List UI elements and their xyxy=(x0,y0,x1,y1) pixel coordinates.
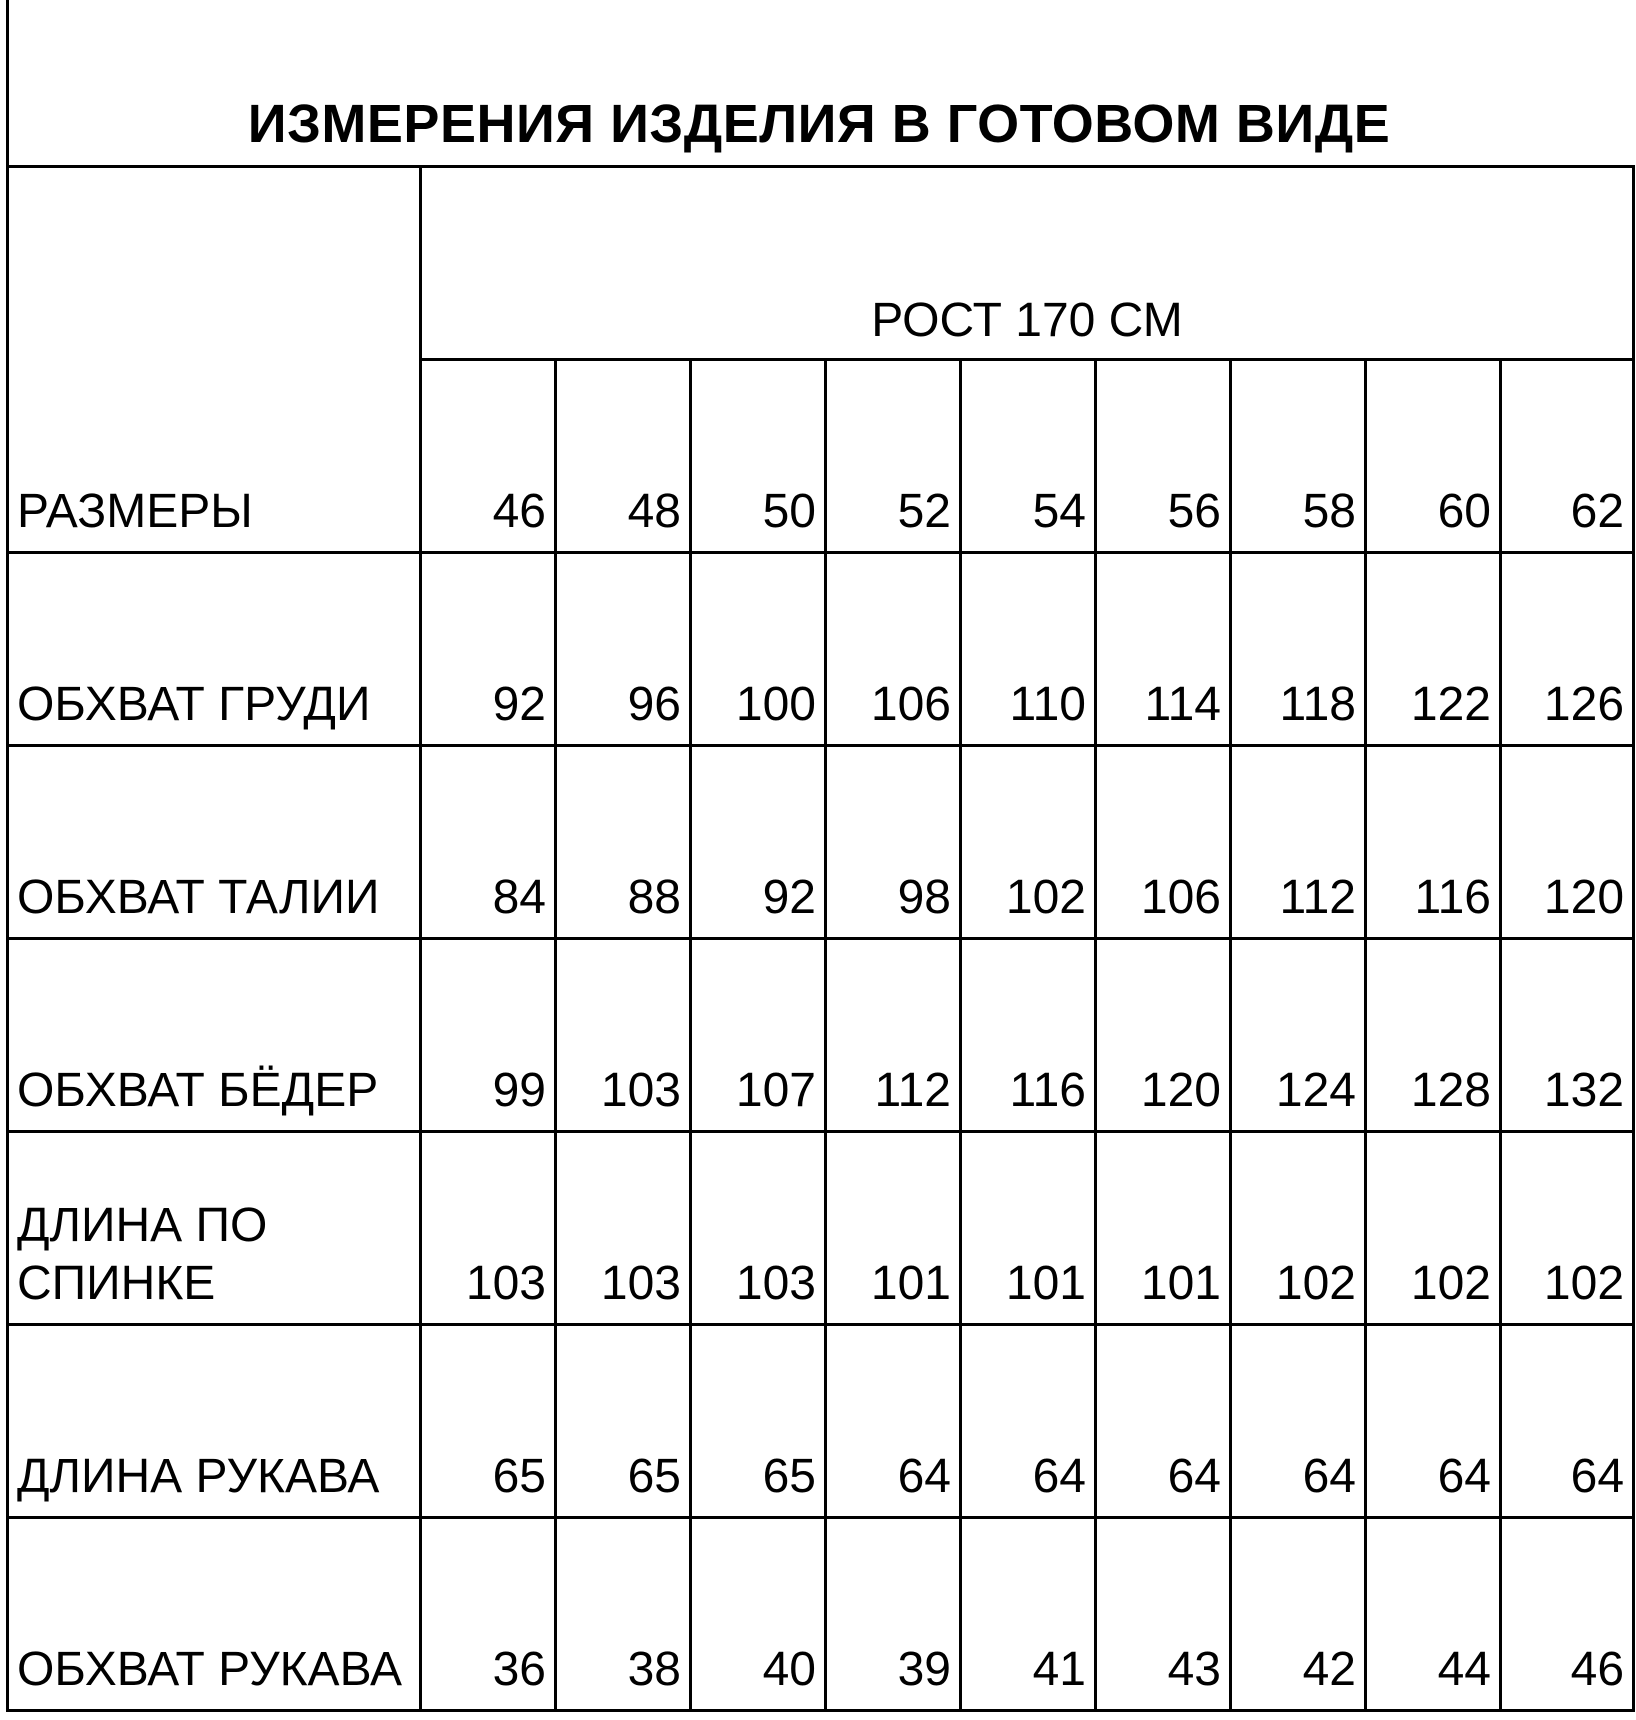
measurement-label: ДЛИНА РУКАВА xyxy=(8,1325,421,1518)
measurement-value: 64 xyxy=(1501,1325,1634,1518)
size-cell: 60 xyxy=(1366,360,1501,553)
measurement-value: 65 xyxy=(691,1325,826,1518)
measurement-value: 102 xyxy=(961,746,1096,939)
measurement-value: 98 xyxy=(826,746,961,939)
height-header: РОСТ 170 СМ xyxy=(421,167,1634,360)
measurement-value: 88 xyxy=(556,746,691,939)
measurement-value: 116 xyxy=(961,939,1096,1132)
size-cell: 46 xyxy=(421,360,556,553)
measurement-label: ОБХВАТ БЁДЕР xyxy=(8,939,421,1132)
size-cell: 56 xyxy=(1096,360,1231,553)
measurement-value: 132 xyxy=(1501,939,1634,1132)
measurement-value: 106 xyxy=(1096,746,1231,939)
height-header-row xyxy=(8,167,1634,360)
measurement-value: 128 xyxy=(1366,939,1501,1132)
measurement-row xyxy=(8,553,1634,746)
table-body xyxy=(8,167,1634,1711)
measurement-value: 92 xyxy=(691,746,826,939)
measurement-value: 101 xyxy=(961,1132,1096,1325)
measurement-value: 103 xyxy=(421,1132,556,1325)
measurement-value: 101 xyxy=(826,1132,961,1325)
measurement-row xyxy=(8,1325,1634,1518)
measurement-value: 102 xyxy=(1366,1132,1501,1325)
measurement-value: 64 xyxy=(1366,1325,1501,1518)
measurement-value: 124 xyxy=(1231,939,1366,1132)
measurement-value: 84 xyxy=(421,746,556,939)
measurement-value: 42 xyxy=(1231,1518,1366,1711)
corner-cell xyxy=(8,167,421,360)
measurement-value: 114 xyxy=(1096,553,1231,746)
measurement-value: 106 xyxy=(826,553,961,746)
measurement-value: 122 xyxy=(1366,553,1501,746)
page-title: ИЗМЕРЕНИЯ ИЗДЕЛИЯ В ГОТОВОМ ВИДЕ xyxy=(247,94,1391,154)
measurement-label: ОБХВАТ ГРУДИ xyxy=(8,553,421,746)
measurement-value: 41 xyxy=(961,1518,1096,1711)
size-cell: 48 xyxy=(556,360,691,553)
measurement-value: 107 xyxy=(691,939,826,1132)
size-cell: 62 xyxy=(1501,360,1634,553)
measurement-row xyxy=(8,939,1634,1132)
measurement-value: 64 xyxy=(826,1325,961,1518)
measurement-value: 46 xyxy=(1501,1518,1634,1711)
measurement-label: ОБХВАТ ТАЛИИ xyxy=(8,746,421,939)
measurement-value: 110 xyxy=(961,553,1096,746)
measurement-value: 44 xyxy=(1366,1518,1501,1711)
measurement-value: 102 xyxy=(1501,1132,1634,1325)
measurement-value: 96 xyxy=(556,553,691,746)
measurement-label: ДЛИНА ПО СПИНКЕ xyxy=(8,1132,421,1325)
measurement-value: 120 xyxy=(1096,939,1231,1132)
measurement-value: 43 xyxy=(1096,1518,1231,1711)
measurement-value: 99 xyxy=(421,939,556,1132)
sizes-row xyxy=(8,360,1634,553)
sizes-label: РАЗМЕРЫ xyxy=(8,360,421,553)
measurement-row xyxy=(8,1132,1634,1325)
measurement-row xyxy=(8,1518,1634,1711)
measurement-value: 39 xyxy=(826,1518,961,1711)
measurement-row xyxy=(8,746,1634,939)
measurement-value: 102 xyxy=(1231,1132,1366,1325)
measurement-value: 38 xyxy=(556,1518,691,1711)
measurement-value: 126 xyxy=(1501,553,1634,746)
measurement-value: 116 xyxy=(1366,746,1501,939)
measurement-value: 101 xyxy=(1096,1132,1231,1325)
measurement-value: 64 xyxy=(1231,1325,1366,1518)
measurement-value: 103 xyxy=(691,1132,826,1325)
measurement-value: 112 xyxy=(1231,746,1366,939)
size-cell: 50 xyxy=(691,360,826,553)
measurement-value: 64 xyxy=(1096,1325,1231,1518)
measurement-value: 103 xyxy=(556,1132,691,1325)
measurement-value: 120 xyxy=(1501,746,1634,939)
size-cell: 54 xyxy=(961,360,1096,553)
measurement-value: 65 xyxy=(421,1325,556,1518)
measurement-value: 92 xyxy=(421,553,556,746)
size-cell: 58 xyxy=(1231,360,1366,553)
size-table xyxy=(6,165,1635,1712)
measurement-label: ОБХВАТ РУКАВА xyxy=(8,1518,421,1711)
measurement-value: 65 xyxy=(556,1325,691,1518)
measurement-value: 112 xyxy=(826,939,961,1132)
measurement-value: 118 xyxy=(1231,553,1366,746)
measurement-value: 64 xyxy=(961,1325,1096,1518)
measurement-value: 36 xyxy=(421,1518,556,1711)
measurement-value: 103 xyxy=(556,939,691,1132)
measurement-value: 40 xyxy=(691,1518,826,1711)
size-cell: 52 xyxy=(826,360,961,553)
measurement-value: 100 xyxy=(691,553,826,746)
